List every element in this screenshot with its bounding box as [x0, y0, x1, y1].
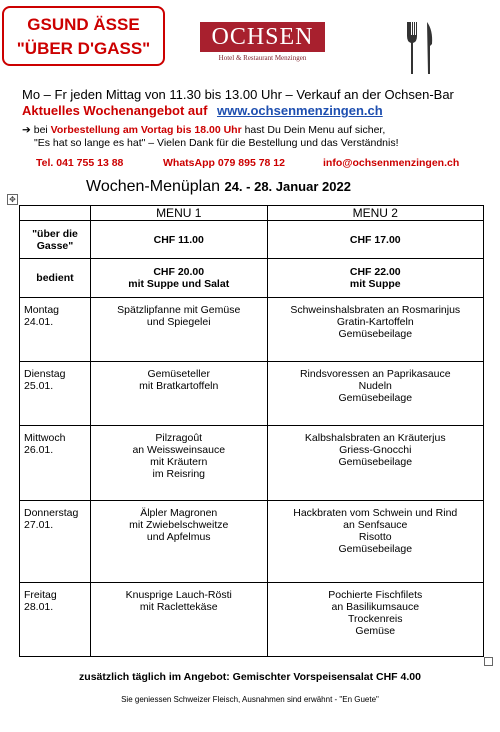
day-row-montag: [20, 298, 484, 362]
menu-1-dish: [90, 501, 267, 583]
price-row-served: [20, 259, 484, 298]
menu-2-price: CHF 17.00: [267, 221, 483, 259]
dish-line: mit Zwiebelschweitze: [129, 519, 229, 531]
whatsapp-contact[interactable]: WhatsApp 079 895 78 12: [163, 157, 285, 169]
row-label: "über die Gasse": [20, 221, 91, 259]
dish-line: und Apfelmus: [146, 531, 211, 543]
dish-line: Kalbshalsbraten an Kräuterjus: [304, 432, 446, 444]
price-detail: mit Suppe und Salat: [128, 278, 230, 290]
dish-line: an Basilikumsauce: [331, 601, 420, 613]
menu-1-dish: [90, 362, 267, 426]
badge-line-2: "ÜBER D'GASS": [16, 39, 151, 58]
menu-plan-heading: Wochen-Menüplan: [86, 178, 221, 195]
day-cell: [20, 426, 91, 501]
dish-line: an Senfsauce: [343, 519, 408, 531]
dish-line: Trockenreis: [348, 613, 403, 625]
dish-line: Älpler Magronen: [140, 507, 218, 519]
day-cell: [20, 362, 91, 426]
header-menu-1: MENU 1: [90, 206, 267, 221]
menu-2-dish: [267, 362, 483, 426]
menu-2-dish: [267, 583, 483, 657]
daily-extra-offer: zusätzlich täglich im Angebot: Gemischter Vorspeisensalat CHF 4.00: [79, 671, 421, 683]
day-name: Donnerstag: [24, 507, 79, 519]
price-value: CHF 20.00: [153, 266, 205, 278]
website-link[interactable]: www.ochsenmenzingen.ch: [217, 103, 383, 118]
preorder-quote: "Es hat so lange es hat" – Vielen Dank für die Bestellung und das Verständnis!: [34, 137, 399, 149]
preorder-post: hast Du Dein Menu auf sicher,: [244, 124, 386, 136]
day-row-mittwoch: [20, 426, 484, 501]
preorder-deadline: Vorbestellung am Vortag bis 18.00 Uhr: [50, 124, 242, 136]
dish-line: an Weissweinsauce: [132, 444, 226, 456]
dish-line: Rindsvoressen an Paprikasauce: [299, 368, 451, 380]
day-date: 25.01.: [24, 380, 54, 392]
menu-1-price: CHF 11.00: [90, 221, 267, 259]
menu-1-dish: [90, 583, 267, 657]
dish-line: Gemüseteller: [147, 368, 210, 380]
offer-label: Aktuelles Wochenangebot auf: [22, 103, 208, 118]
menu-plan-title: [86, 178, 351, 196]
day-cell: [20, 298, 91, 362]
dish-line: Griess-Gnocchi: [339, 444, 412, 456]
header-menu-2: MENU 2: [267, 206, 483, 221]
dish-line: Gemüse: [355, 625, 396, 637]
menu-plan-dates: 24. - 28. Januar 2022: [224, 179, 351, 194]
day-name: Mittwoch: [24, 432, 66, 444]
menu-1-dish: [90, 298, 267, 362]
price-value: CHF 22.00: [349, 266, 401, 278]
dish-line: und Spiegelei: [146, 316, 211, 328]
dish-line: Schweinshalsbraten an Rosmarinjus: [290, 304, 461, 316]
logo-subtitle: Hotel & Restaurant Menzingen: [218, 54, 307, 62]
menu-2-dish: [267, 501, 483, 583]
day-name: Dienstag: [24, 368, 66, 380]
day-row-donnerstag: [20, 501, 484, 583]
menu-2-price: [267, 259, 483, 298]
dish-line: Pilzragoût: [155, 432, 203, 444]
offer-line: [22, 103, 383, 118]
dish-line: Gemüsebeilage: [338, 392, 413, 404]
ochsen-logo: [200, 22, 325, 62]
arrow-icon: ➔: [22, 124, 31, 136]
menu-2-dish: [267, 426, 483, 501]
dish-line: Gratin-Kartoffeln: [336, 316, 414, 328]
meat-origin-note: Sie geniessen Schweizer Fleisch, Ausnahmen sind erwähnt - "En Guete": [121, 695, 379, 704]
day-date: 28.01.: [24, 601, 54, 613]
table-header-row: [20, 206, 484, 221]
table-resize-handle[interactable]: [484, 657, 493, 666]
dish-line: Gemüsebeilage: [338, 456, 413, 468]
logo-name: OCHSEN: [200, 22, 325, 52]
dish-line: im Reisring: [152, 468, 205, 480]
dish-line: Nudeln: [358, 380, 392, 392]
row-label: bedient: [20, 259, 91, 298]
menu-1-price: [90, 259, 267, 298]
day-name: Freitag: [24, 589, 57, 601]
price-detail: mit Suppe: [349, 278, 401, 290]
price-row-takeaway: [20, 221, 484, 259]
header-empty: [20, 206, 91, 221]
dish-line: Spätzlipfanne mit Gemüse: [117, 304, 241, 316]
preorder-pre: bei: [33, 124, 48, 136]
day-date: 26.01.: [24, 444, 54, 456]
table-move-handle-icon[interactable]: ✥: [7, 194, 18, 205]
opening-hours: Mo – Fr jeden Mittag von 11.30 bis 13.00 Uhr – Verkauf an der Ochsen-Bar: [22, 87, 454, 102]
preorder-note: [22, 124, 399, 150]
dish-line: Knusprige Lauch-Rösti: [125, 589, 232, 601]
day-row-freitag: [20, 583, 484, 657]
phone-contact[interactable]: Tel. 041 755 13 88: [36, 157, 124, 169]
dish-line: mit Bratkartoffeln: [139, 380, 219, 392]
gsund-aesse-badge: [2, 6, 165, 66]
menu-table: [19, 205, 484, 657]
day-row-dienstag: [20, 362, 484, 426]
day-cell: [20, 583, 91, 657]
dish-line: Gemüsebeilage: [338, 328, 413, 340]
day-cell: [20, 501, 91, 583]
dish-line: Hackbraten vom Schwein und Rind: [293, 507, 458, 519]
menu-2-dish: [267, 298, 483, 362]
day-date: 24.01.: [24, 316, 54, 328]
badge-line-1: GSUND ÄSSE: [27, 15, 140, 34]
cutlery-icon: [405, 20, 435, 76]
day-date: 27.01.: [24, 519, 54, 531]
day-name: Montag: [24, 304, 60, 316]
dish-line: Pochierte Fischfilets: [328, 589, 423, 601]
menu-1-dish: [90, 426, 267, 501]
dish-line: Risotto: [358, 531, 392, 543]
dish-line: mit Kräutern: [150, 456, 208, 468]
email-contact[interactable]: info@ochsenmenzingen.ch: [323, 157, 460, 169]
dish-line: Gemüsebeilage: [338, 543, 413, 555]
dish-line: mit Raclettekäse: [139, 601, 218, 613]
